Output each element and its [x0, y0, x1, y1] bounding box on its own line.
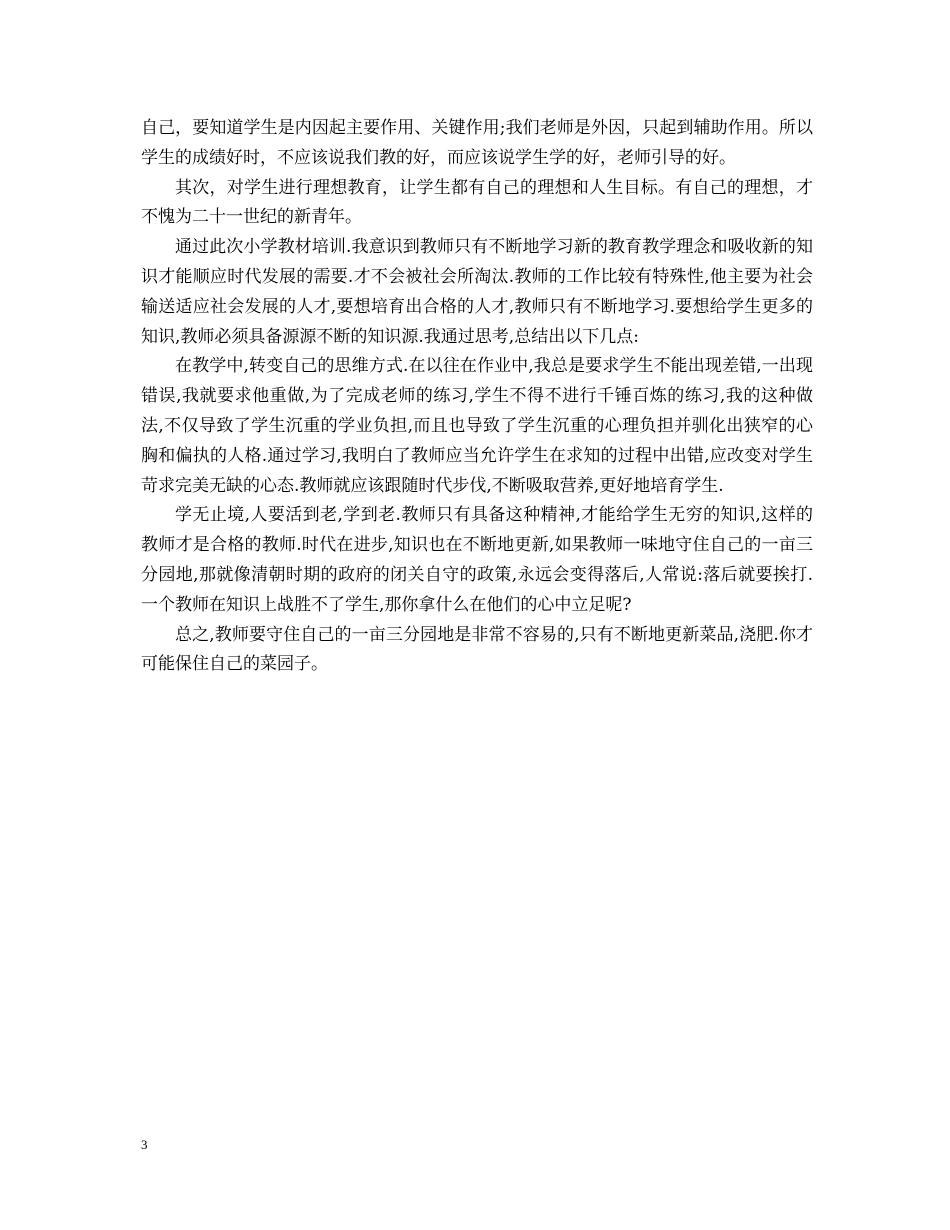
paragraph: 总之,教师要守住自己的一亩三分园地是非常不容易的,只有不断地更新菜品,浇肥.你才可能保住自己的菜园子。 [141, 624, 813, 675]
paragraph: 在教学中,转变自己的思维方式.在以往在作业中,我总是要求学生不能出现差错,一出现错误,我就要求他重做,为了完成老师的练习,学生不得不进行千锤百炼的练习,我的这种做法,不仅导致了学生沉重的学业负担,而且也导致了学生沉重的心理负担并驯化出狭窄的心胸和偏执的人格.通过学习,我明白了教师应当允许学生在求知的过程中出错,应改变对学生苛求完美无缺的心态.教师就应该跟随时代步伐,不断吸取营养,更好地培育学生. [141, 356, 813, 496]
paragraph: 学无止境,人要活到老,学到老.教师只有具备这种精神,才能给学生无穷的知识,这样的教师才是合格的教师.时代在进步,知识也在不断地更新,如果教师一味地守住自己的一亩三分园地,那就像清朝时期的政府的闭关自守的政策,永远会变得落后,人常说:落后就要挨打.一个教师在知识上战胜不了学生,那你拿什么在他们的心中立足呢? [141, 505, 813, 615]
document-body [141, 114, 813, 680]
paragraph: 通过此次小学教材培训.我意识到教师只有不断地学习新的教育教学理念和吸收新的知识才能顺应时代发展的需要.才不会被社会所淘汰.教师的工作比较有特殊性,他主要为社会输送适应社会发展的人才,要想培育出合格的人才,教师只有不断地学习.要想给学生更多的知识,教师必须具备源源不断的知识源.我通过思考,总结出以下几点: [141, 237, 813, 347]
paragraph-continued: 自己，要知道学生是内因起主要作用、关键作用;我们老师是外因，只起到辅助作用。所以学生的成绩好时，不应该说我们教的好，而应该说学生学的好，老师引导的好。 [141, 118, 813, 168]
page-number: 3 [141, 1137, 148, 1152]
paragraph: 其次，对学生进行理想教育，让学生都有自己的理想和人生目标。有自己的理想，才不愧为二十一世纪的新青年。 [141, 177, 813, 228]
